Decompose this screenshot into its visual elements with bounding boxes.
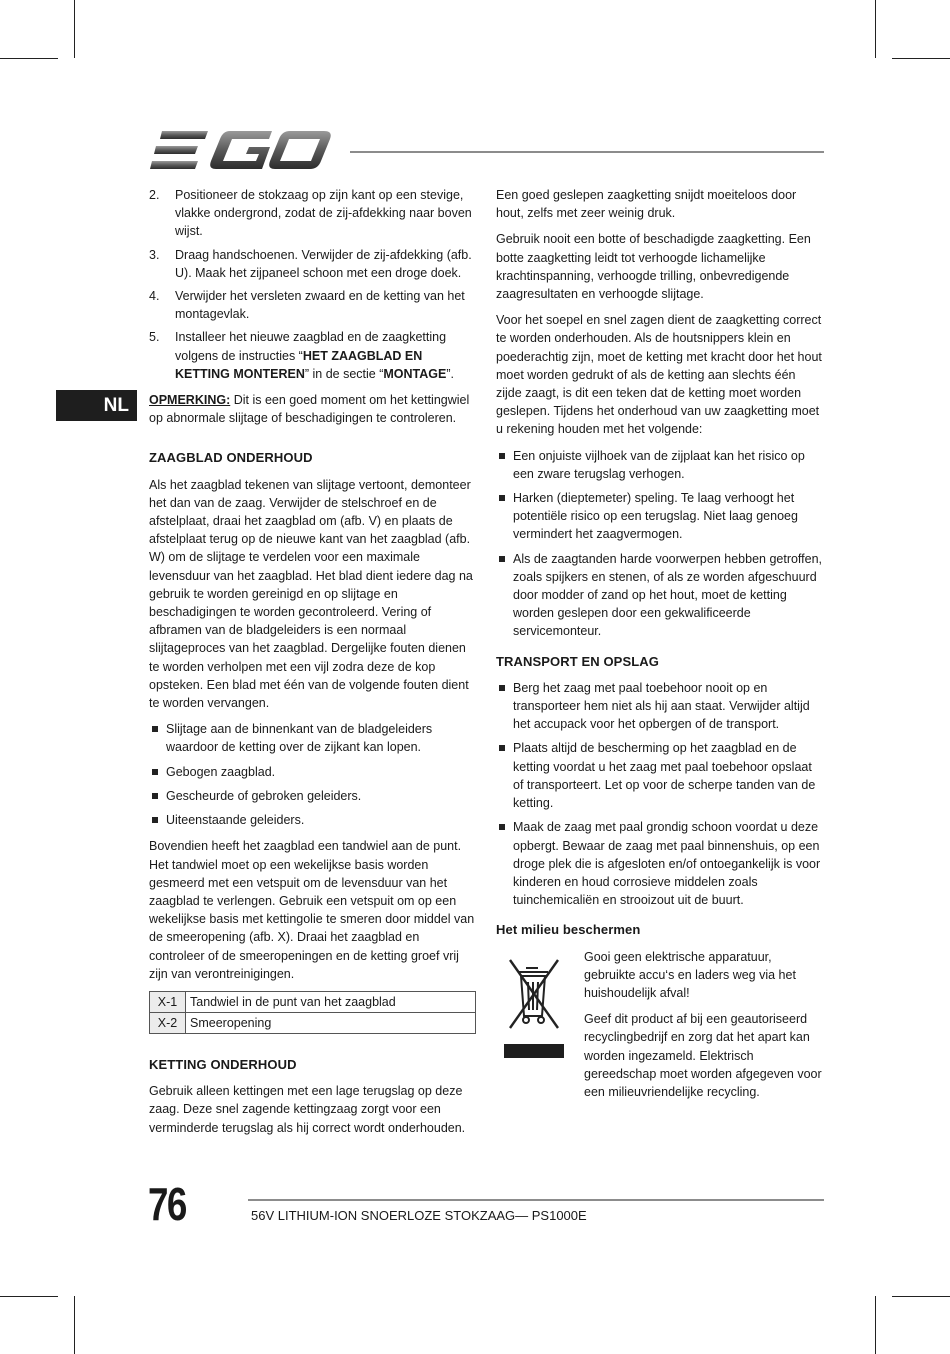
paragraph: Gooi geen elektrische apparatuur, gebruikte accu‘s en laders weg via het huishoudelijk afval!	[584, 949, 796, 1000]
note-paragraph: OPMERKING: Dit is een goed moment om het kettingwiel op abnormale slijtage of beschadigingen te controleren.	[149, 393, 470, 426]
list-item: 4. Verwijder het versleten zwaard en de ketting van het montagevlak.	[149, 289, 465, 322]
steps-list	[149, 186, 476, 383]
left-column	[149, 186, 476, 1145]
table-row	[150, 1012, 476, 1033]
paragraph: Geef dit product af bij een geautoriseerd recyclingbedrijf en zorg dat het apart kan worden ingezameld. Elektrisch gereedschap moet worden afgegeven voor een milieuvriendelijke recycling.	[584, 1012, 822, 1099]
environment-text	[584, 948, 824, 1110]
crop-mark	[875, 1296, 876, 1354]
chain-bullets	[496, 447, 824, 641]
paragraph: Een goed geslepen zaagketting snijdt moeiteloos door hout, zelfs met zeer weinig druk.	[496, 188, 797, 221]
chain-maintenance-heading: KETTING ONDERHOUD	[149, 1056, 297, 1072]
environment-heading: Het milieu beschermen	[496, 922, 641, 938]
crop-mark	[892, 1296, 950, 1297]
list-item: Plaats altijd de bescherming op het zaagblad en de ketting voordat u het zaag met paal toebehoor opslaat of transporteert. Let op voor de scherpe tanden van de ketting.	[496, 739, 824, 812]
blade-paragraph: Als het zaagblad tekenen van slijtage vertoont, demonteer het dan van de zaag. Verwijder de stelschroef en de afstelplaat, draai het zaagblad om (afb. V) en plaats de afstelplaat terug op de nieuwe kant van het zaagblad (afb. W) om de slijtage te verdelen voor een maximale levensduur van het zaagblad. Het blad dient iedere dag na gebruik te worden gereinigd en op slijtage en beschadigingen te worden gecontroleerd. Vering of afbramen van de bladgeleiders is een normaal slijtageproces van het zaagblad. Dergelijke fouten dienen te worden verholpen met een vijl zodra deze de kop opsteken. Een blad met één van de volgende fouten dient te worden vervangen.	[149, 477, 473, 711]
crop-mark	[0, 1296, 58, 1297]
list-item: Uiteenstaande geleiders.	[149, 811, 476, 829]
footer-title: 56V LITHIUM-ION SNOERLOZE STOKZAAG— PS1000E	[251, 1208, 587, 1223]
legend-key: X-1	[150, 991, 186, 1012]
header-rule	[350, 151, 824, 153]
list-item: Harken (dieptemeter) speling. Te laag verhoogt het potentiële risico op een terugslag. Niet laag genoeg vermindert het zaagvermogen.	[496, 489, 824, 544]
list-item: Gebogen zaagblad.	[149, 763, 476, 781]
crop-mark	[0, 58, 58, 59]
table-row	[150, 991, 476, 1012]
page-number: 76	[148, 1178, 186, 1230]
chain-paragraph: Gebruik alleen kettingen met een lage terugslag op deze zaag. Deze snel zagende kettingzaag zorgt voor een verminderde terugslag als hij correct wordt onderhouden.	[149, 1084, 466, 1135]
list-item: 2. Positioneer de stokzaag op zijn kant op een stevige, vlakke ondergrond, zodat de zij-afdekking naar boven wijst.	[149, 188, 472, 239]
footer-rule	[248, 1199, 824, 1201]
figure-legend-table	[149, 991, 476, 1034]
right-column	[496, 186, 824, 1108]
list-item: Berg het zaag met paal toebehoor nooit op en transporteer hem niet als hij aan staat. Verwijder altijd het accupack voor het opbergen of de transport.	[496, 679, 824, 734]
list-item: 3. Draag handschoenen. Verwijder de zij-afdekking (afb. U). Maak het zijpaneel schoon met een droge doek.	[149, 247, 472, 280]
list-item: Maak de zaag met paal grondig schoon voordat u deze opbergt. Bewaar de zaag met paal binnenshuis, op een droge plek die is afgesloten en/of ontoegankelijk is voor kinderen en houd corrosieve middelen zoals tuinchemicaliën en strooizout uit de buurt.	[496, 818, 824, 909]
sprocket-paragraph: Bovendien heeft het zaagblad een tandwiel aan de punt. Het tandwiel moet op een wekelijkse basis worden gesmeerd met een vetspuit om de levensduur van het zaagblad te verlengen. Gebruik een vetspuit om op een wekelijkse basis met kettingolie te smeren door middel van de smeeropening (afb. X). Draai het zaagblad en controleer of de smeeropeningen en de ketting groef vrij zijn van verontreinigingen.	[149, 839, 475, 981]
crop-mark	[74, 1296, 75, 1354]
list-item: Een onjuiste vijlhoek van de zijplaat kan het risico op een zware terugslag verhogen.	[496, 447, 824, 483]
crop-mark	[875, 0, 876, 58]
paragraph: Gebruik nooit een botte of beschadigde zaagketting. Een botte zaagketting leidt tot verhoogde lichamelijke krachtinspanning, verhoogde trilling, onbevredigende zaagresultaten en verhoogde slijtage.	[496, 232, 811, 302]
weee-bin-icon	[502, 954, 566, 1066]
list-item: Als de zaagtanden harde voorwerpen hebben getroffen, zoals spijkers en stenen, of als ze worden afgeschuurd door modder of zand op het hout, moet de ketting worden geslepen door een gekwalificeerde servicemonteur.	[496, 550, 824, 641]
transport-heading: TRANSPORT EN OPSLAG	[496, 653, 659, 669]
transport-bullets	[496, 679, 824, 909]
paragraph: Voor het soepel en snel zagen dient de zaagketting correct te worden onderhouden. Als de houtsnippers klein en poederachtig zijn, moet de ketting met kracht door het hout moet worden gedrukt of als de ketting aan slechts één zijde zaagt, is dit een teken dat de ketting moet worden geslepen. Tijdens het onderhoud van uw zaagketting moet u rekening houden met het volgende:	[496, 313, 822, 437]
legend-value: Smeeropening	[186, 1012, 476, 1033]
ego-logo	[150, 128, 332, 172]
legend-key: X-2	[150, 1012, 186, 1033]
crop-mark	[74, 0, 75, 58]
language-tab: NL	[56, 390, 137, 421]
legend-value: Tandwiel in de punt van het zaagblad	[186, 991, 476, 1012]
blade-bullets	[149, 720, 476, 829]
list-item: Gescheurde of gebroken geleiders.	[149, 787, 476, 805]
blade-maintenance-heading: ZAAGBLAD ONDERHOUD	[149, 450, 313, 466]
crop-mark	[892, 58, 950, 59]
list-item: 5. Installeer het nieuwe zaagblad en de zaagketting volgens de instructies “HET ZAAGBLAD EN KETTING MONTEREN” in de sectie “MONTAGE”.	[149, 330, 454, 381]
list-item: Slijtage aan de binnenkant van de bladgeleiders waardoor de ketting over de zijkant kan lopen.	[149, 720, 476, 756]
environment-section	[496, 948, 824, 1108]
